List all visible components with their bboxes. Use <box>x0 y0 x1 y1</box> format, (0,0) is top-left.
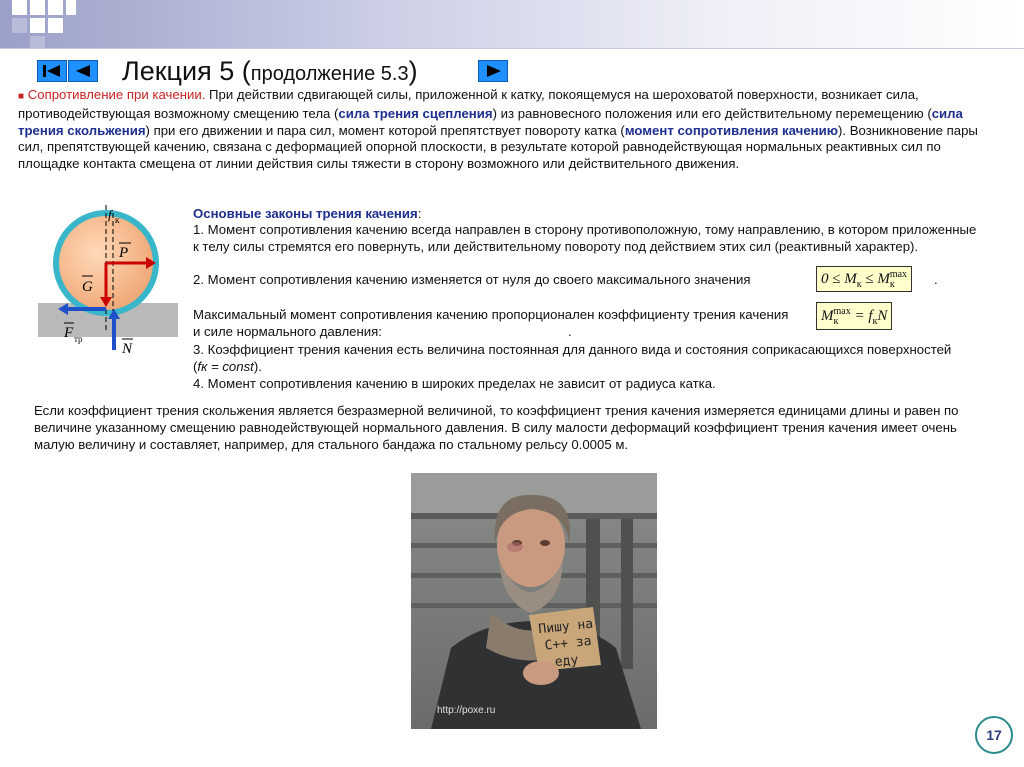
formula-max-moment: Mmax $к = f_кN$ <box>816 302 892 330</box>
svg-text:тр: тр <box>74 334 83 344</box>
photo-illustration <box>411 473 657 729</box>
header-band <box>0 0 1024 48</box>
law-4: 4. Момент сопротивления качению в широких пределах не зависит от радиуса катка. <box>193 376 716 391</box>
law-2: 2. Момент сопротивления качению изменяется от нуля до своего максимального значения <box>193 272 751 287</box>
corner-square <box>12 18 27 33</box>
corner-square <box>48 0 63 15</box>
previous-slide-icon <box>69 61 97 81</box>
corner-square <box>30 36 45 48</box>
corner-square <box>12 0 27 15</box>
corner-square <box>66 0 76 15</box>
label-g: G <box>82 279 93 295</box>
intro-heading: Сопротивление при качении. <box>27 87 206 102</box>
corner-square <box>48 18 63 33</box>
photo-watermark: http://poxe.ru <box>437 705 496 716</box>
svg-text:к: к <box>115 215 120 225</box>
page-number: 17 <box>975 716 1013 754</box>
laws-heading: Основные законы трения качения: <box>193 206 422 221</box>
label-n: N <box>122 341 133 357</box>
bullet-icon: ■ <box>18 91 25 102</box>
term-static-friction: сила трения сцепления <box>338 105 493 121</box>
next-slide-button[interactable] <box>478 60 508 82</box>
law-1: 1. Момент сопротивления качению всегда направлен в сторону противоположную, тому направлению, в котором приложенные к телу силы стремятся его повернуть, или действительному повороту под действием этих сил (реактивный характер). <box>193 222 977 254</box>
law-3: 3. Коэффициент трения качения есть величина постоянная для данного вида и состояния соприкасающихся поверхностей (fк = const). <box>193 342 952 374</box>
first-slide-icon <box>38 61 66 81</box>
next-slide-icon <box>479 61 507 81</box>
term-sliding-friction: сила трения скольжения <box>18 105 963 138</box>
photo-man-with-sign <box>411 473 657 729</box>
law-2-end: . <box>934 272 938 287</box>
sign-line-2: C++ за <box>543 633 593 654</box>
label-fk: f <box>108 207 112 222</box>
intro-paragraph: ■ Сопротивление при качении. При действии сдвигающей силы, приложенной к катку, покоящемуся на шероховатой поверхности, возникает сила, противодействующая возможному смещению тела (сила трения сцепления) из равновесного положения или его действительному перемещению (сила трения скольжения) при его движении и пара сил, момент которой препятствует повороту катка (момент сопротивления качению). Возникновение пары сил, препятствующей качению, связана с деформацией опорной плоскости, в результате которой равнодействующая нормальных реактивных сил по площадке контакта смещена от линии действия силы тяжести в сторону возможного или действительного движения. <box>18 87 978 172</box>
previous-slide-button[interactable] <box>68 60 98 82</box>
first-slide-button[interactable] <box>37 60 67 82</box>
formula-moment-range: $0 \le M_к \le Mmax$ к <box>816 266 912 292</box>
sign-line-1: Пишу на <box>537 616 594 638</box>
sign-line-3: еду <box>554 652 580 671</box>
label-p: P <box>119 245 129 261</box>
page-title: Лекция 5 (продолжение 5.3) <box>122 56 418 86</box>
corner-square <box>30 0 45 15</box>
term-rolling-resistance: момент сопротивления качению <box>624 122 838 138</box>
header-divider <box>0 48 1024 49</box>
label-ftr: F <box>64 325 74 341</box>
conclusion-paragraph: Если коэффициент трения скольжения является безразмерной величиной, то коэффициент трения качения измеряется единицами длины и равен по величине указанному смещению равнодействующей нормального давления. В силу малости деформаций коэффициент трения качения имеет очень малую величину и составляет, например, для стального бандажа по стальному рельсу 0.0005 м. <box>34 403 959 452</box>
corner-square <box>30 18 45 33</box>
max-moment-text: Максимальный момент сопротивления качению пропорционален коэффициенту трения качения и силе нормального давления: <box>193 307 789 339</box>
max-moment-end: . <box>568 324 572 339</box>
rolling-diagram <box>38 205 178 360</box>
